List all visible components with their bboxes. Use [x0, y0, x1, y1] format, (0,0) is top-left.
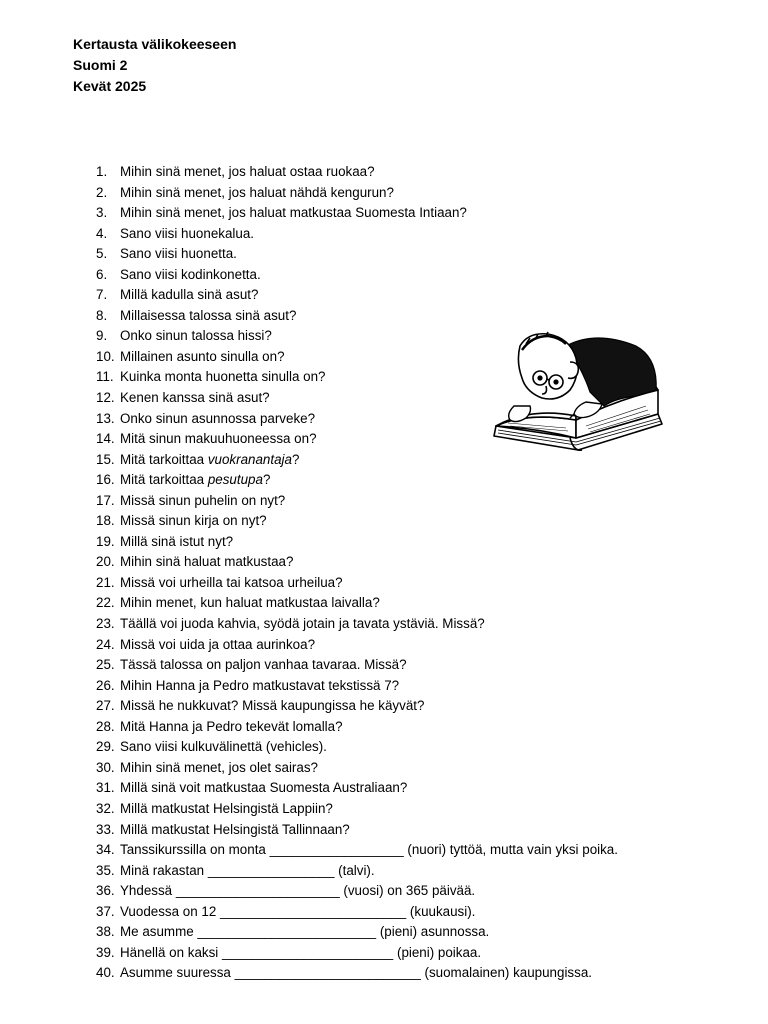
question-number: 25. — [96, 657, 115, 673]
question-text: Missä voi urheilla tai katsoa urheilua? — [120, 574, 343, 590]
question-number: 16. — [96, 472, 115, 488]
question-text: Sano viisi kodinkonetta. — [120, 266, 261, 282]
question-text-part: ? — [291, 451, 300, 467]
question-number: 5. — [96, 246, 108, 262]
question-text: Millä matkustat Helsingistä Lappiin? — [120, 800, 333, 816]
question-number: 3. — [96, 205, 108, 221]
question-number: 18. — [96, 513, 115, 529]
course-name: Suomi 2 — [73, 57, 128, 73]
question-number: 30. — [96, 759, 115, 775]
question-text: Asumme suuressa _________________________ (suomalainen) kaupungissa. — [120, 965, 592, 981]
question-number: 19. — [96, 533, 115, 549]
question-text: Missä sinun kirja on nyt? — [120, 513, 267, 529]
question-term: vuokranantaja — [207, 451, 292, 467]
question-text: Missä voi uida ja ottaa aurinkoa? — [120, 636, 316, 652]
question-number: 17. — [96, 492, 115, 508]
question-text: Tässä talossa on paljon vanhaa tavaraa. Missä? — [120, 657, 407, 673]
question-text: Mihin sinä menet, jos haluat nähdä kengurun? — [120, 184, 394, 200]
question-number: 38. — [96, 924, 115, 940]
question-number: 20. — [96, 554, 115, 570]
question-text: Onko sinun asunnossa parveke? — [120, 410, 316, 426]
question-text: Mihin sinä menet, jos olet sairas? — [120, 759, 318, 775]
question-number: 12. — [96, 390, 115, 406]
question-text: Kenen kanssa sinä asut? — [120, 390, 270, 406]
question-text: Mihin sinä haluat matkustaa? — [120, 554, 294, 570]
question-number: 27. — [96, 698, 115, 714]
question-text: Kuinka monta huonetta sinulla on? — [120, 369, 326, 385]
question-text: Millainen asunto sinulla on? — [120, 348, 285, 364]
question-text — [120, 450, 299, 471]
question-number: 15. — [96, 451, 115, 467]
question-text: Millä sinä istut nyt? — [120, 533, 234, 549]
question-text: Minä rakastan _________________ (talvi). — [120, 862, 375, 878]
question-number: 26. — [96, 677, 115, 693]
reading-book-illustration-icon — [486, 328, 666, 468]
question-text-part: Mitä tarkoittaa — [120, 472, 208, 488]
question-number: 2. — [96, 184, 108, 200]
question-text: Millaisessa talossa sinä asut? — [120, 307, 297, 323]
question-number: 22. — [96, 595, 115, 611]
question-text: Sano viisi kulkuvälinettä (vehicles). — [120, 739, 327, 755]
question-text: Mitä sinun makuuhuoneessa on? — [120, 431, 317, 447]
question-text: Mihin Hanna ja Pedro matkustavat tekstissä 7? — [120, 677, 400, 693]
question-number: 8. — [96, 307, 108, 323]
question-text: Missä sinun puhelin on nyt? — [120, 492, 286, 508]
question-number: 10. — [96, 348, 115, 364]
question-number: 31. — [96, 780, 115, 796]
question-text: Millä kadulla sinä asut? — [120, 287, 259, 303]
question-number: 13. — [96, 410, 115, 426]
question-text: Mitä Hanna ja Pedro tekevät lomalla? — [120, 718, 343, 734]
question-text: Me asumme ________________________ (pieni) asunnossa. — [120, 924, 490, 940]
document-title: Kertausta välikokeeseen — [73, 36, 237, 52]
question-number: 23. — [96, 616, 115, 632]
question-number: 33. — [96, 821, 115, 837]
question-text: Sano viisi huonetta. — [120, 246, 237, 262]
question-number: 29. — [96, 739, 115, 755]
document-header — [73, 34, 236, 97]
question-number: 1. — [96, 164, 108, 179]
question-text: Millä sinä voit matkustaa Suomesta Australiaan? — [120, 780, 408, 796]
question-text: Missä he nukkuvat? Missä kaupungissa he käyvät? — [120, 698, 425, 714]
question-number: 21. — [96, 574, 115, 590]
question-text — [120, 470, 270, 491]
question-number: 40. — [96, 965, 115, 981]
question-text: Mihin menet, kun haluat matkustaa laivalla? — [120, 595, 380, 611]
question-number: 37. — [96, 903, 115, 919]
question-number: 6. — [96, 266, 108, 282]
question-text-part: ? — [262, 472, 271, 488]
question-number: 9. — [96, 328, 108, 344]
question-number: 28. — [96, 718, 115, 734]
question-text: Mihin sinä menet, jos haluat ostaa ruokaa? — [120, 164, 375, 179]
question-number: 39. — [96, 944, 115, 960]
question-number: 11. — [96, 369, 114, 385]
question-text: Täällä voi juoda kahvia, syödä jotain ja tavata ystäviä. Missä? — [120, 616, 485, 632]
question-number: 35. — [96, 862, 115, 878]
question-number: 4. — [96, 225, 108, 241]
question-text: Vuodessa on 12 _________________________ (kuukausi). — [120, 903, 476, 919]
question-text: Onko sinun talossa hissi? — [120, 328, 272, 344]
term: Kevät 2025 — [73, 78, 147, 94]
question-text: Sano viisi huonekalua. — [120, 225, 254, 241]
question-number: 7. — [96, 287, 108, 303]
question-text: Hänellä on kaksi _______________________ (pieni) poikaa. — [120, 944, 482, 960]
question-number: 14. — [96, 431, 115, 447]
question-number: 36. — [96, 883, 115, 899]
question-text-part: Mitä tarkoittaa — [120, 451, 208, 467]
question-number: 32. — [96, 800, 115, 816]
question-text: Yhdessä ______________________ (vuosi) on 365 päivää. — [120, 883, 476, 899]
question-text: Mihin sinä menet, jos haluat matkustaa Suomesta Intiaan? — [120, 205, 467, 221]
question-term: pesutupa — [207, 472, 263, 488]
question-text: Millä matkustat Helsingistä Tallinnaan? — [120, 821, 350, 837]
question-number: 24. — [96, 636, 115, 652]
question-text: Tanssikurssilla on monta __________________ (nuori) tyttöä, mutta vain yksi poika. — [120, 842, 618, 858]
question-number: 34. — [96, 842, 115, 858]
